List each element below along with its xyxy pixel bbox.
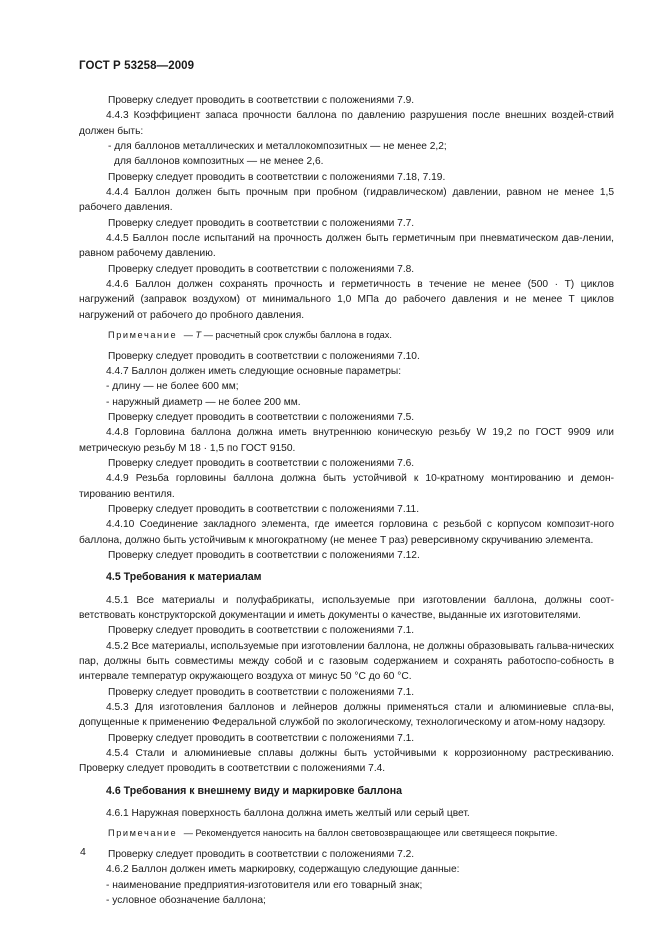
section-heading-4-6: 4.6 Требования к внешнему виду и маркировке баллона xyxy=(106,784,402,797)
paragraph: Проверку следует проводить в соответствии с положениями 7.12. xyxy=(108,549,420,561)
clause-4-4-7: 4.4.7 Баллон должен иметь следующие основные параметры: xyxy=(106,365,402,377)
list-item: для баллонов композитных — не менее 2,6. xyxy=(114,156,324,168)
note-dash: — xyxy=(183,330,193,341)
note-label: Примечание xyxy=(108,828,178,839)
clause-4-4-8: 4.4.8 Горловина баллона должна иметь внутреннюю коническую резьбу W 19,2 по ГОСТ 9909 или метрическую резьбу М 18 · 1,5 по ГОСТ 9150. xyxy=(79,427,614,454)
clause-4-5-3: 4.5.3 Для изготовления баллонов и лейнеров должны применяться стали и алюминиевые спла-вы, допущенные к применению Федеральной службой по экологическому, технологическому и атом-ному надзору. xyxy=(79,702,614,729)
paragraph: Проверку следует проводить в соответствии с положениями 7.1. xyxy=(108,686,415,698)
clause-4-4-5: 4.4.5 Баллон после испытаний на прочность должен быть герметичным при пневматическом дав-лении, равном рабочему давлению. xyxy=(79,233,614,260)
clause-4-5-4: 4.5.4 Стали и алюминиевые сплавы должны быть устойчивыми к коррозионному растрескиванию. Проверку следует проводить в соответствии с положениями 7.4. xyxy=(79,748,614,775)
paragraph: Проверку следует проводить в соответствии с положениями 7.18, 7.19. xyxy=(108,171,446,183)
paragraph: Проверку следует проводить в соответствии с положениями 7.11. xyxy=(108,503,420,515)
clause-4-4-4: 4.4.4 Баллон должен быть прочным при пробном (гидравлическом) давлении, равном не менее 1,5 рабочего давления. xyxy=(79,187,614,214)
note-2 xyxy=(79,826,614,841)
clause-4-4-10: 4.4.10 Соединение закладного элемента, где имеется горловина с резьбой с корпусом композит-ного баллона, должно быть устойчивым к многократному (не менее T раз) реверсивному скручиванию элемента. xyxy=(79,519,614,546)
list-item: - условное обозначение баллона; xyxy=(106,894,266,906)
clause-4-4-9: 4.4.9 Резьба горловины баллона должна быть устойчивой к 10-кратному монтированию и демон-тированию вентиля. xyxy=(79,473,614,500)
section-heading-4-5: 4.5 Требования к материалам xyxy=(106,571,262,584)
list-item: - длину — не более 600 мм; xyxy=(106,381,239,393)
clause-4-6-1: 4.6.1 Наружная поверхность баллона должна иметь желтый или серый цвет. xyxy=(106,808,470,820)
paragraph: Проверку следует проводить в соответствии с положениями 7.9. xyxy=(108,95,415,106)
paragraph: Проверку следует проводить в соответствии с положениями 7.10. xyxy=(108,350,420,362)
page-number: 4 xyxy=(80,846,86,858)
list-item: - для баллонов металлических и металлокомпозитных — не менее 2,2; xyxy=(108,141,447,153)
clause-4-6-2: 4.6.2 Баллон должен иметь маркировку, содержащую следующие данные: xyxy=(106,864,460,876)
standard-designation: ГОСТ Р 53258—2009 xyxy=(79,60,195,72)
clause-4-5-1: 4.5.1 Все материалы и полуфабрикаты, используемые при изготовлении баллона, должны соот-ветствовать конструкторской документации и иметь документы о качестве, выданные их изготовителями. xyxy=(79,594,614,621)
paragraph: Проверку следует проводить в соответствии с положениями 7.1. xyxy=(108,625,415,637)
clause-4-4-3: 4.4.3 Коэффициент запаса прочности баллона по давлению разрушения после внешних воздей-ствий должен быть: xyxy=(79,110,614,137)
note-symbol: T xyxy=(195,330,202,341)
paragraph: Проверку следует проводить в соответствии с положениями 7.6. xyxy=(108,457,415,469)
paragraph: Проверку следует проводить в соответствии с положениями 7.8. xyxy=(108,263,415,275)
clause-4-4-6: 4.4.6 Баллон должен сохранять прочность и герметичность в течение не менее (500 · T) циклов нагружений (заправок воздухом) от минимального 1,0 МПа до рабочего давления и не менее T циклов нагружений от рабочего до пробного давления. xyxy=(79,279,614,321)
note-text: — Рекомендуется наносить на баллон световозвращающее или светящееся покрытие. xyxy=(183,828,558,839)
paragraph: Проверку следует проводить в соответствии с положениями 7.7. xyxy=(108,217,415,229)
paragraph: Проверку следует проводить в соответствии с положениями 7.1. xyxy=(108,732,415,744)
note-text: — расчетный срок службы баллона в годах. xyxy=(203,330,392,341)
note-label: Примечание xyxy=(108,330,178,341)
paragraph: Проверку следует проводить в соответствии с положениями 7.2. xyxy=(108,848,415,860)
clause-4-5-2: 4.5.2 Все материалы, используемые при изготовлении баллона, не должны образовывать гальва-нических пар, должны быть совместимы между собой и с газовым содержанием и сохранять работоспо-собность в интервале температур окружающего воздуха от минус 50 °С до 60 °С. xyxy=(79,640,614,683)
list-item: - наименование предприятия-изготовителя или его товарный знак; xyxy=(106,879,423,891)
paragraph: Проверку следует проводить в соответствии с положениями 7.5. xyxy=(108,411,415,423)
document-body xyxy=(79,93,614,908)
list-item: - наружный диаметр — не более 200 мм. xyxy=(106,396,301,408)
note-1 xyxy=(79,328,614,343)
